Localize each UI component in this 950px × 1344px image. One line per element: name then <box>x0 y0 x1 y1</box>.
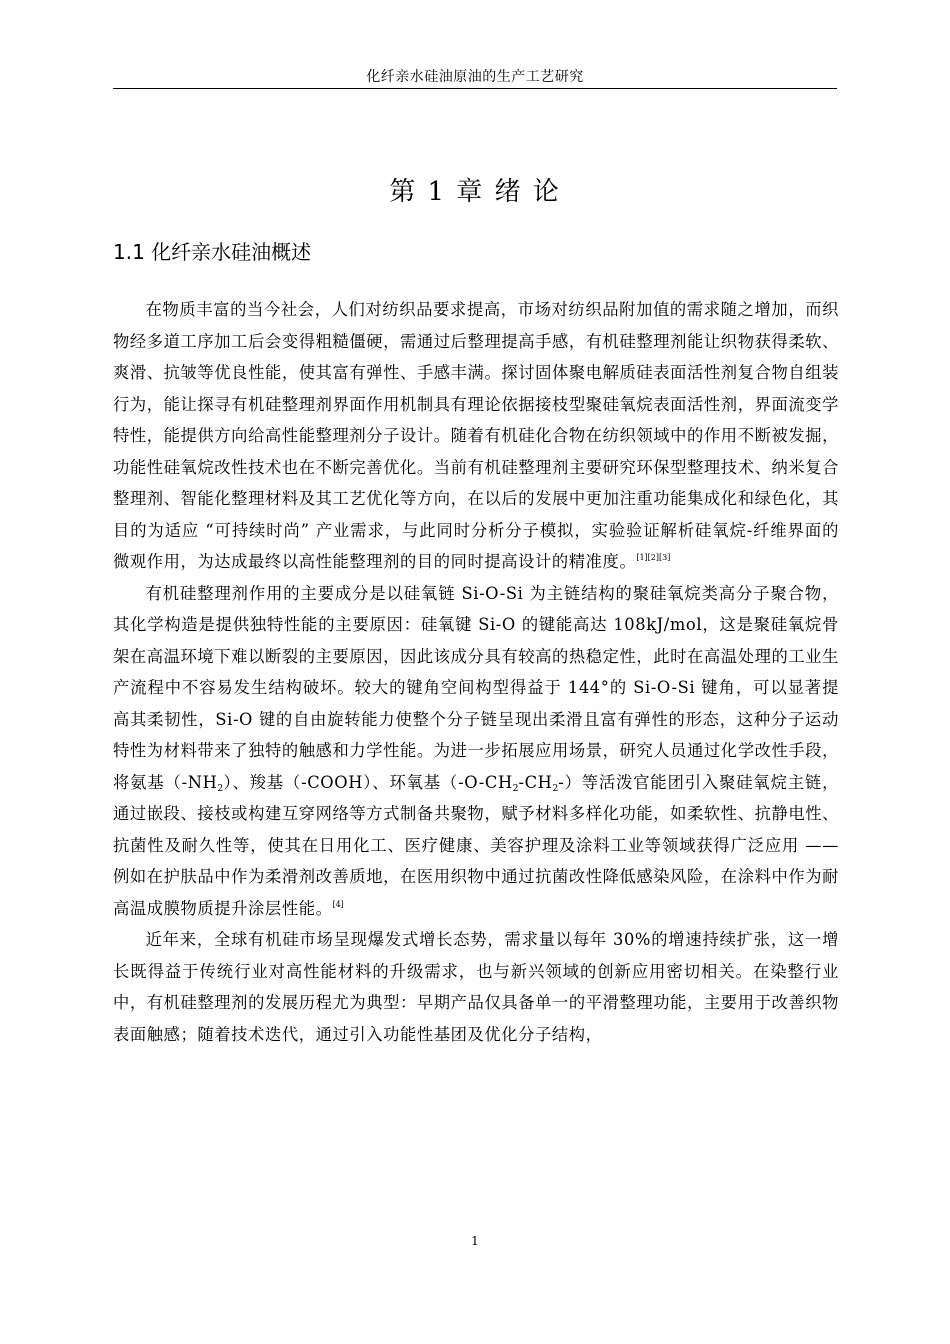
chapter-title: 第 1 章 绪 论 <box>389 177 561 207</box>
running-header <box>113 66 837 89</box>
paragraph-2-text-d: -）等活泼官能团引入聚硅氧烷主链，通过嵌段、接枝或构建互穿网络等方式制备共聚物，赋予材料多样化功能，如柔软性、抗静电性、抗菌性及耐久性等，使其在日用化工、医疗健康、美容护理及涂料工业等领域获得广泛应用 —— 例如在护肤品中作为柔滑剂改善质地，在医用织物中通过抗菌改性降低感染风险，在涂料中作为耐高温成膜物质提升涂层性能。 <box>113 772 839 918</box>
paragraph-1 <box>113 294 839 578</box>
paragraph-1-text: 在物质丰富的当今社会，人们对纺织品要求提高，市场对纺织品附加值的需求随之增加，而织物经多道工序加工后会变得粗糙僵硬，需通过后整理提高手感，有机硅整理剂能让织物获得柔软、爽滑、抗皱等优良性能，使其富有弹性、手感丰满。探讨固体聚电解质硅表面活性剂复合物自组装行为，能让探寻有机硅整理剂界面作用机制具有理论依据接枝型聚硅氧烷表面活性剂，界面流变学特性，能提供方向给高性能整理剂分子设计。随着有机硅化合物在纺织领域中的作用不断被发掘，功能性硅氧烷改性技术也在不断完善优化。当前有机硅整理剂主要研究环保型整理技术、纳米复合整理剂、智能化整理材料及其工艺优化等方向，在以后的发展中更加注重功能集成化和绿色化，其目的为适应 “可持续时尚” 产业需求，与此同时分析分子模拟，实验验证解析硅氧烷-纤维界面的微观作用，为达成最终以高性能整理剂的目的同时提高设计的精准度。 <box>113 300 839 571</box>
body-text <box>113 294 839 1050</box>
paragraph-2 <box>113 578 839 925</box>
page-number: 1 <box>471 1234 479 1248</box>
paragraph-2-text-a: 有机硅整理剂作用的主要成分是以硅氧链 Si-O-Si 为主链结构的聚硅氧烷类高分子聚合物，其化学构造是提供独特性能的主要原因：硅氧键 Si-O 的键能高达 108kJ/mol，这是聚硅氧烷骨架在高温环境下难以断裂的主要原因，因此该成分具有较高的热稳定性，此时在高温处理的工业生产流程中不容易发生结构破坏。较大的键角空间构型得益于 144°的 Si-O-Si 键角，可以显著提高其柔韧性，Si-O 键的自由旋转能力使整个分子链呈现出柔滑且富有弹性的形态，这种分子运动特性为材料带来了独特的触感和力学性能。为进一步拓展应用场景，研究人员通过化学改性手段，将氨基（-NH <box>113 583 839 792</box>
subscript: 2 <box>552 783 559 794</box>
subscript: 2 <box>512 783 519 794</box>
citation: [1][2][3] <box>636 553 671 562</box>
citation: [4] <box>332 899 344 909</box>
paragraph-3-text: 近年来，全球有机硅市场呈现爆发式增长态势，需求量以每年 30%的增速持续扩张，这一增长既得益于传统行业对高性能材料的升级需求，也与新兴领域的创新应用密切相关。在染整行业中，有机硅整理剂的发展历程尤为典型：早期产品仅具备单一的平滑整理功能，主要用于改善织物表面触感；随着技术迭代，通过引入功能性基团及优化分子结构， <box>113 930 839 1044</box>
section-heading: 1.1 化纤亲水硅油概述 <box>113 240 312 264</box>
subscript: 2 <box>217 783 224 794</box>
running-header-title: 化纤亲水硅油原油的生产工艺研究 <box>366 69 584 85</box>
paragraph-3 <box>113 924 839 1050</box>
paragraph-2-text-c: -CH <box>518 772 553 792</box>
paragraph-2-text-b: ）、羧基（-COOH）、环氧基（-O-CH <box>223 772 513 792</box>
